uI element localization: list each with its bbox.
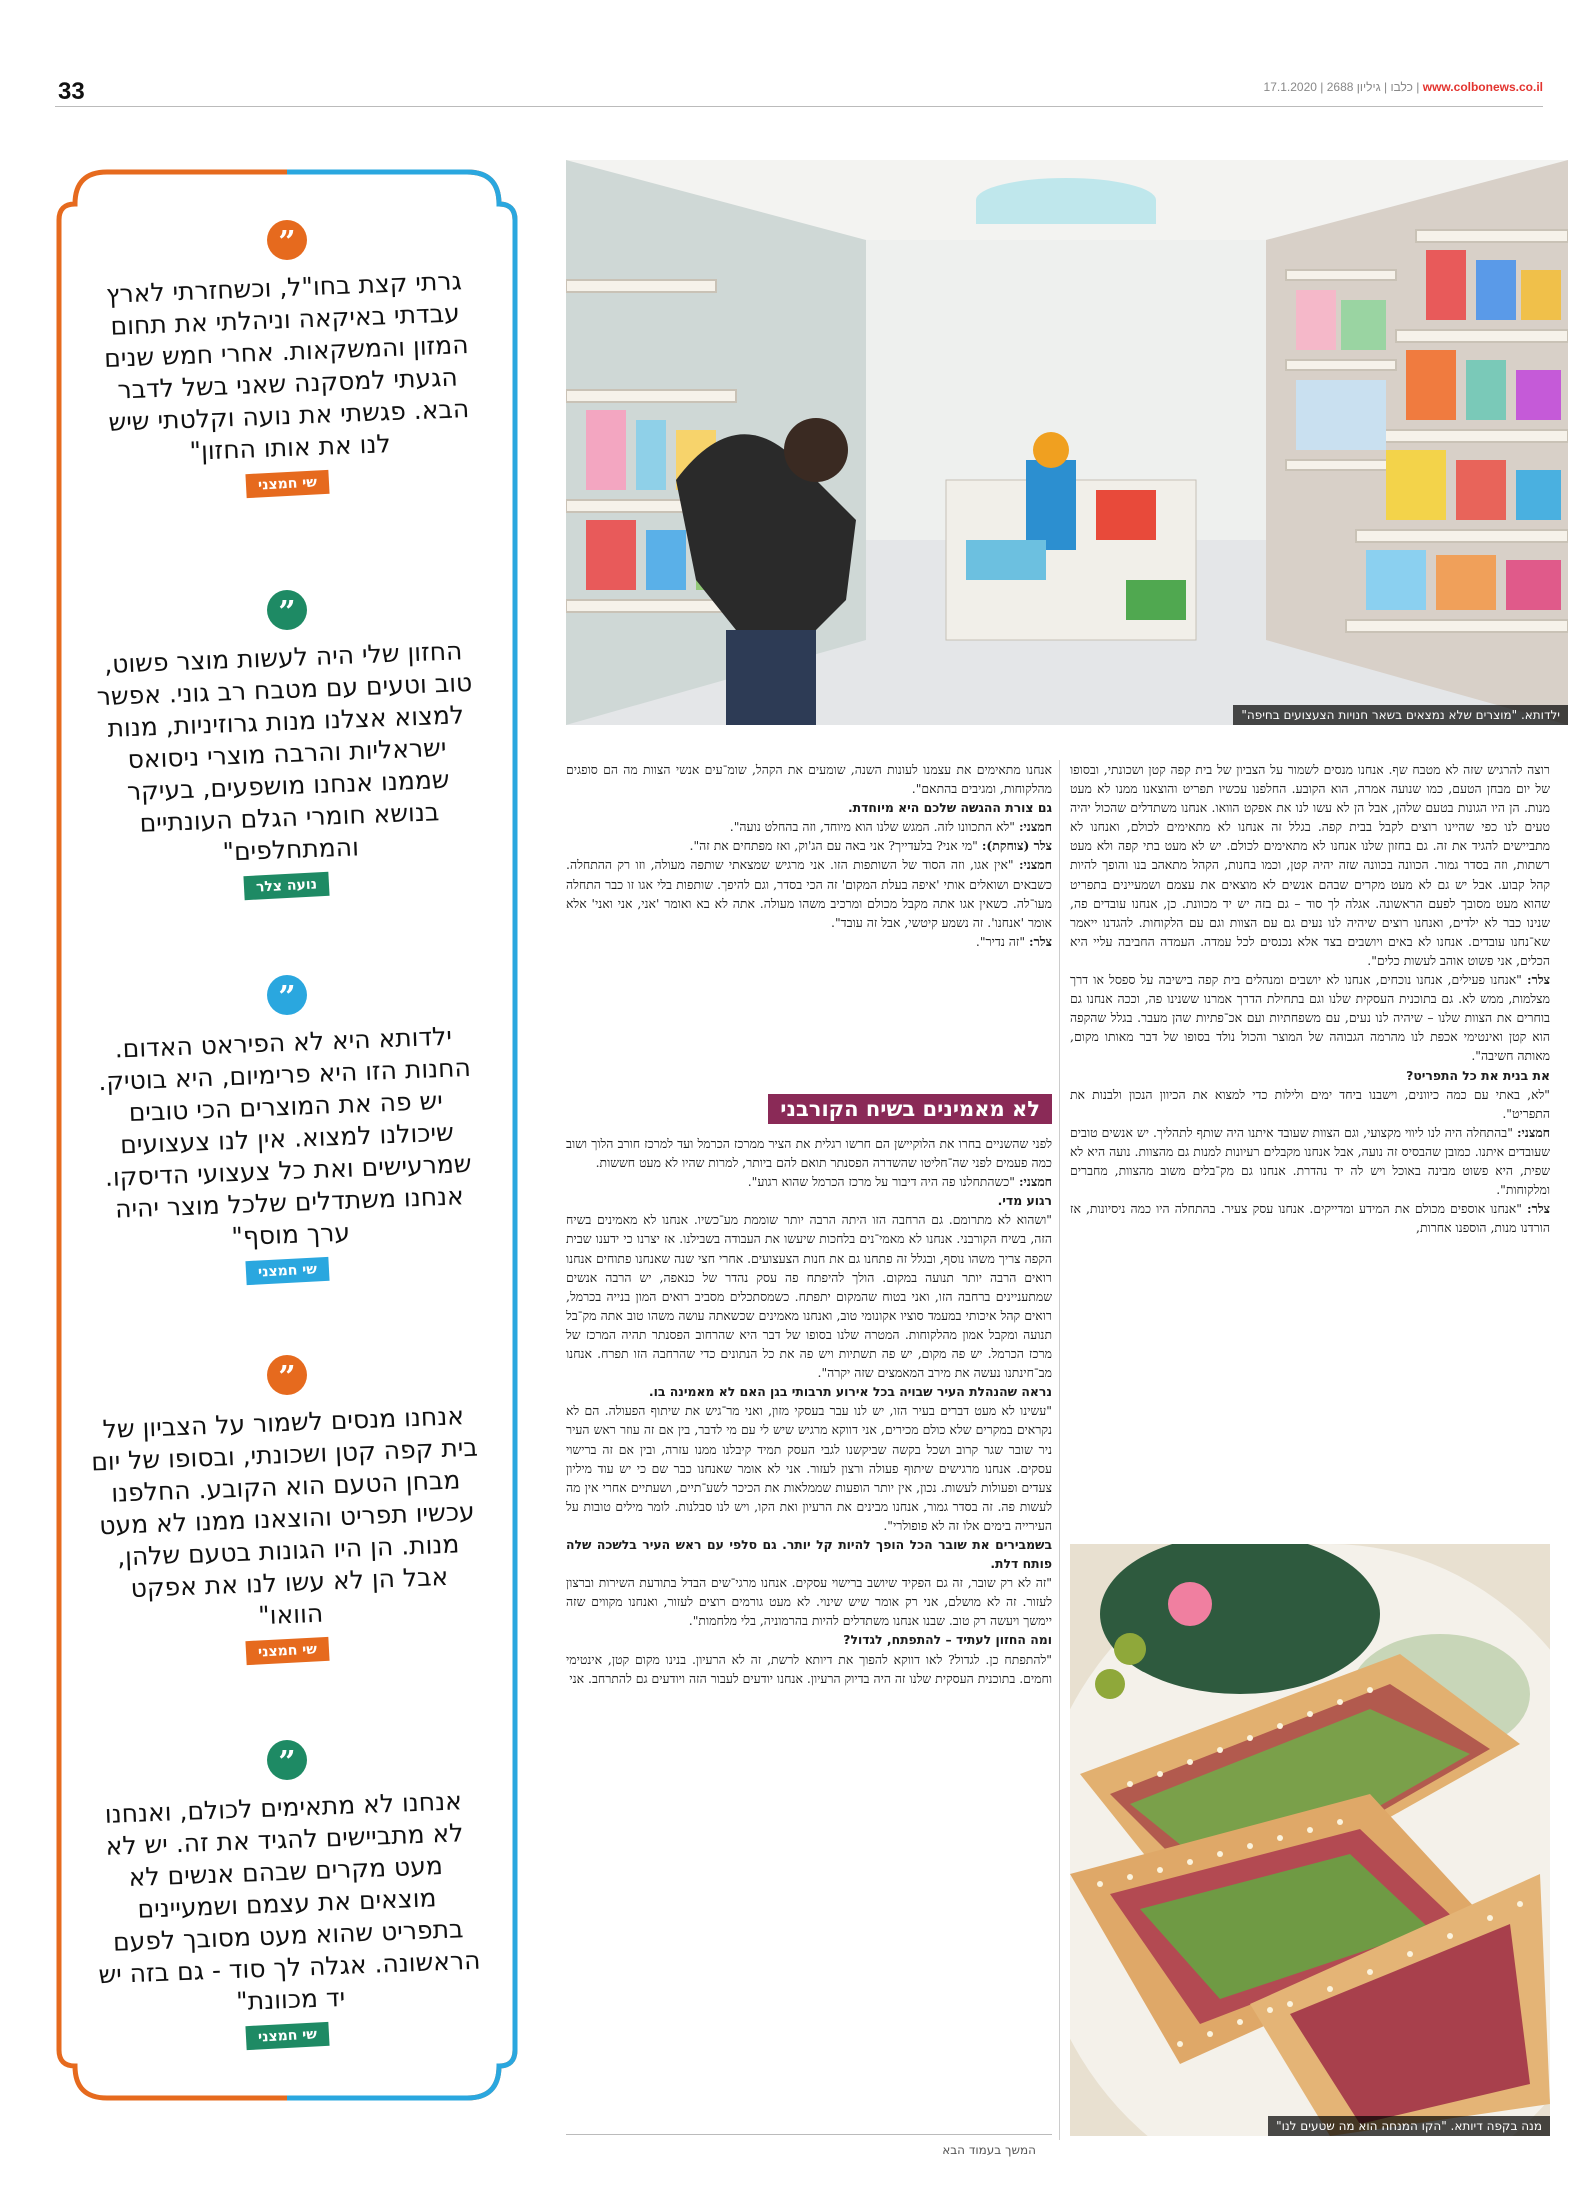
quote-speaker: נועה צלר	[244, 872, 330, 900]
paragraph-text: "אין אגו, וזה הסוד של השותפות הזו. אני מרגיש שמצאתי שותפה מעולה, וזו רק ההתחלה. כשבאים ושואלים אותי 'איפה בעלת המקום' זה הכי בסדר, וגם להיפך. שותפות בלי אגו זו כבר התחלה מעו־לה. כשאין אגו אתה מקבל מכולם ומרכיב משהו מעולה. אתה לא בא ואומר 'אני, אני ואני' אלא אומר 'אנחנו'. זה נשמע קיטשי, אבל זה עובד".	[566, 857, 1052, 930]
paragraph	[1070, 1199, 1550, 1237]
page-header	[0, 0, 1595, 110]
interview-question: ומה החזון לעתיד – להתפתח, לגדול?	[843, 1632, 1052, 1648]
speaker-label: חמצני:	[1516, 1124, 1550, 1140]
store-photo-caption: ילדותא. "מוצרים שלא נמצאים בשאר חנויות הצעצועים בחיפה"	[1233, 705, 1568, 725]
interview-question: את בנית את כל התפריט?	[1406, 1067, 1550, 1083]
article-column-middle-bottom	[566, 1134, 1052, 2122]
publication-name: כלבו	[1390, 80, 1413, 94]
column-divider	[1059, 760, 1060, 2140]
pull-quote-1	[87, 220, 487, 496]
interview-question: רגוע מדי.	[997, 1193, 1052, 1209]
page-number: 33	[58, 78, 85, 105]
food-photo	[1070, 1544, 1550, 2136]
paragraph	[566, 836, 1052, 855]
speaker-label: צלר:	[1527, 972, 1550, 988]
interview-question: בשמבירים את שובר הכל הופך להיות קל יותר. גם סלפי עם ראש העיר בלשכה שלה פותח דלת.	[566, 1536, 1052, 1572]
header-rule	[55, 106, 1543, 107]
quote-mark-icon: ”	[267, 975, 307, 1015]
article-column-middle-top	[566, 760, 1052, 1090]
quote-speaker: שי חמצני	[245, 2022, 329, 2050]
quote-speaker: שי חמצני	[245, 1637, 329, 1665]
toy-store-illustration	[566, 160, 1568, 725]
interview-question: גם צורת ההגשה שלכם היא מיוחדת.	[847, 800, 1052, 816]
continued-note: המשך בעמוד הבא	[942, 2143, 1036, 2157]
section-heading	[692, 1094, 1052, 1124]
speaker-label: צלר (צוחקת):	[981, 838, 1052, 854]
paragraph-text: "מי אני? בלעדייך? אני באה עם הג'וק, ואז מפתחים את זה".	[689, 838, 978, 854]
quote-text: אנחנו מנסים לשמור על הצביון של בית קפה קטן ושכונתי, ובסופו של יום מבחן הטעם הוא הקובע. החלפנו עכשיו תפריט והוצאנו ממנו לא מעט מנות. הן היו הגונות בטעם שלהן, אבל הן לא עשו לנו את אפקט הוואו"	[90, 1401, 479, 1631]
toy-store-photo	[566, 160, 1568, 725]
paragraph	[1070, 1123, 1550, 1199]
paragraph: "זה לא רק שובר, זה גם הפקיד שיושב ברישוי עסקים. אנחנו מרגי־שים הבדל בתודעת השירות וברצון לעזור. זה לא מושלם, אני רק אומר שיש שינוי. לא מעט גורמים רוצים לעזור, ואנחנו מקווים שזה יימשך ויעשה רק טוב. שבנו אנחנו משתדלים להיות בהרמוניה, בלי מלחמות".	[566, 1575, 1052, 1629]
quote-mark-icon: ”	[267, 590, 307, 630]
pull-quote-2	[87, 590, 487, 898]
masthead	[1264, 80, 1543, 94]
paragraph-text: "לא התכוונו לזה. המגש שלנו הוא מיוחד, וזה בהחלט נועה".	[729, 819, 1016, 835]
paragraph: "עשינו לא מעט דברים בעיר הזו, יש לנו עבר בעסקי מזון, ואני מר־גיש את שיתוף הפעולה. הם לא נקראים במקרים שלא כולם מכירים, אני דווקא מרגיש שיש לי עם מי לדבר, בין אם זה עוזר ראש העיר ניר שובר שגר קרוב ושכל בקשה שביקשנו לגבי העסק תמיד קיבלנו ממנו עזרה, ובין אם זה ברישוי עסקים. אנחנו מרגישים שיתוף פעולה ורצון לעזור. אני לא אומר שאנחנו כבר שם כי יש עוד מיליון צעדים ופעולות לעשות. נכון, אין יותר הופעות שממלאות את הכיכר לשע־תיים, ושעתיים אחרי אין מה לעשות פה. זה בסדר גמור, אנחנו מבינים את הרעיון ואת הקו, ויש לנו סבלנות. לומר מילים טובות על העירייה בימים אלו זה לא פופולרי".	[566, 1403, 1052, 1533]
paragraph: אנחנו מתאימים את עצמנו לעונות השנה, שומעים את הקהל, שומ־עים אנשי הצוות מה הם סופגים מהלקוחות, ומגיבים בהתאם".	[566, 762, 1052, 797]
paragraph: "לא, באתי עם כמה כיוונים, וישבנו ביחד ימים ולילות כדי למצוא את הכיוון הנכון ולבנות את התפריט".	[1070, 1086, 1550, 1121]
paragraph	[1070, 970, 1550, 1065]
quote-sidebar	[47, 160, 527, 2110]
paragraph: "ושהוא לא מתרומם. גם הרחבה הזו היתה הרבה יותר שוממת מע־כשיו. אנחנו לא מאמינים בשיח הזה, בשיח הקורבני. אנחנו לא מאמי־נים בלחכות שיעשו את העבודה בשבילנו. אז יצרנו כי ידענו שבית הקפה צריך משהו נוסף, ובגלל זה פתחנו גם את חנות הצעצועים. אחרי חצי שנה שאנחנו פתוחים אנחנו רואים הרבה יותר תנועה במקום. הולך להיפתח פה עסק נהדר של כנאפה, יש הרבה אנשים שמתעניינים ברחבה הזו, ואני בטוח שהמקום יתפתח. כשמסתכלים מסביב רואים המון בנייה בכרמל, רואים קהל איכותי במעמד סוציו אקונומי טוב, ואנחנו מאמינים שכשאתה עושה משהו טוב אתה מק־בל תנועה ומקבל אמון מהלקוחות. המטרה שלנו בסופו של דבר היא שהרחוב הפסנתר תהיה המרכז של מרכז הכרמל. יש פה מקום, יש פה תשתיות ויש פה את כל הנתונים כדי שהרחבה הזו תפרח. אנחנו מב־חינתנו נעשה את מירב המאמצים שזה יקרה".	[566, 1212, 1052, 1381]
site-link[interactable]: www.colbonews.co.il	[1422, 80, 1543, 94]
paragraph-text: "אנחנו אוספים מכולם את המידע ומדייקים. אנחנו עסק צעיר. בהתחלה היו כמה ניסיונות, אז הורדנו מנות, הוספנו אחרות,	[1070, 1201, 1550, 1236]
paragraph: "להתפתח כן. לגדול? לאו דווקא להפוך את דיותא לרשת, זה לא הרעיון. בנינו מקום קטן, אינטימי וחמים. בתוכנית העסקית שלנו זה היה בדיוק הרעיון. אנחנו יודעים לעבור הזה ויודעים גם להתרחב. אני	[566, 1651, 1052, 1686]
masthead-sep: |	[1316, 80, 1324, 94]
paragraph: רוצה להרגיש שזה לא מטבח שף. אנחנו מנסים לשמור על הצביון של בית קפה קטן ושכונתי, ובסופו של יום מבחן הטעם, כמו שנועה אמרה, הוא הקובע. החלפנו עכשיו תפריט והוצאנו ממנו לא מעט מנות. הן היו הגונות בטעם שלהן, אבל הן לא עשו לנו את אפקט הוואו. אנחנו משתדלים שהכול יהיה טעים לנו כפי שהיינו רוצים לקבל בבית קפה. בגלל זה אנחנו לא מתאימים לכולם, ואנחנו לא מתביישים להגיד את זה. גם בחזון שלנו אנחנו לא מתאימים לכולם. יש לא מעט בתי קפה ולא מעט רשתות, וזה בסדר גמור. הכוונה בכוונה שזה יהיה קטן, וכמו בחנות, הקהל מתאהב בנו והופך להיות קהל קבוע. אבל יש גם לא מעט מקרים שבהם אנשים לא מוצאים את עצמם ושמעיינים בתפריט שהוא מעט מסובך לפעם הראשונה. אגלה לך סוד – גם בזה יש יד מכוונת. כן, אנחנו עובדים פה, שנינו כבר לא ילדים, ואנחנו רוצים שיהיה לנו נעים גם עם הצוות וגם עם הלקוחות. להגדנו ייאמר שא־נחנו עובדים. אנחנו לא באים ויושבים בצד אלא נכנסים לכל עמדה. העמדה החביבה עליי היא הכלים, אני פשוט אוהב לעשות כלים".	[1070, 762, 1550, 968]
quote-mark-icon: ”	[267, 220, 307, 260]
sandwich-illustration	[1070, 1544, 1550, 2136]
paragraph: לפני שהשניים בחרו את הלוקיישן הם חרשו רגלית את הציר ממרכז הכרמל ועד למרכז חורב הלוך ושוב כמה פעמים לפני שה־חליטו שהשדרה הפסנתר תואם להם ביותר, למרות שהיו לא מעט חששות.	[566, 1136, 1052, 1171]
paragraph-text: "אנחנו פעילים, אנחנו נוכחים, אנחנו לא יושבים ומנהלים בית קפה בישיבה על ספסל או דרך מצלמות, ממש לא. גם בתוכנית העסקית שלנו וגם בתחילת הדרך אמרנו ששנינו פה, וככה אנחנו גם בוחרים את הצוות שלנו – שיהיה לנו נעים, עם משפחתיות ועם אכ־פתיות שהן מעבר. בגלל שהקפה הוא קטן ואינטימי אכפת לנו מהרמה הגבוהה של המוצר והכול נולד בסופו של דבר מאותו מקום, מאותה חשיבה".	[1070, 972, 1550, 1064]
paragraph	[566, 1172, 1052, 1191]
paragraph-text: "בהתחלה היה לנו ליווי מקצועי, וגם הצוות שעובד איתנו היה שותף לתהליך. יש אנשים טובים שעובדים איתנו. כמובן שהבסיס זה נועה, אבל אנחנו מקבלים רעיונות למנות גם מהצוות. נועה היא לא שפית, היא פשוט מבינה באוכל ויש לה יד נהדרת. אנחנו גם מק־בלים משוב מהצוות, מחברים ומלקוחות".	[1070, 1124, 1550, 1198]
masthead-sep: |	[1380, 80, 1388, 94]
paragraph-text: "זה נדיר".	[975, 933, 1026, 949]
speaker-label: צלר:	[1527, 1201, 1550, 1217]
paragraph	[566, 855, 1052, 931]
quote-speaker: שי חמצני	[245, 470, 329, 498]
section-title: לא מאמינים בשיח הקורבני	[768, 1094, 1052, 1124]
quote-mark-icon: ”	[267, 1355, 307, 1395]
paragraph-text: "כשהתחלנו פה היה דיבור על מרכז הכרמל שהוא רגוע".	[747, 1174, 1016, 1190]
pull-quote-5	[87, 1740, 487, 2048]
pull-quote-4	[87, 1355, 487, 1663]
quote-text: החזון שלי היה לעשות מוצר פשוט, טוב וטעים עם מטבח רב גוני. אפשר למצוא אצלנו מנות גרוזיניות, מנות ישראליות והרבה מוצרי ניסואס שממנו אנחנו מושפעים, בעיקר בנושא חומרי הגלם העונתיים והמתחלפים"	[96, 636, 473, 867]
speaker-label: חמצני:	[1018, 819, 1052, 835]
article-column-right	[1070, 760, 1550, 1530]
food-photo-caption: מנה בקפה דיותא. "הקו המנחה הוא מה שטעים לנו"	[1268, 2116, 1550, 2136]
pull-quote-3	[87, 975, 487, 1283]
speaker-label: חמצני:	[1018, 857, 1052, 873]
masthead-sep: |	[1412, 80, 1420, 94]
quote-mark-icon: ”	[267, 1740, 307, 1780]
paragraph	[566, 817, 1052, 836]
speaker-label: חמצני:	[1018, 1174, 1052, 1190]
quote-text: גרתי קצת בחו"ל, וכשחזרתי לארץ עבדתי באיקאה וניהלתי את תחום המזון והמשקאות. אחרי חמש שנים הגעתי למסקנה שאני בשל לדבר הבא. פגשתי את נועה וקלטתי שיש לנו את אותו החזון"	[103, 266, 470, 466]
paragraph	[566, 932, 1052, 951]
issue-number: גיליון 2688	[1326, 80, 1381, 94]
speaker-label: צלר:	[1029, 933, 1052, 949]
issue-date: 17.1.2020	[1263, 80, 1317, 94]
quote-text: ילדותא היא לא הפיראט האדום. החנות הזו היא פרימיום, היא בוטיק. יש פה את המוצרים הכי טובים שיכולנו למצוא. אין לנו צעצועים שמרעישים ואת כל צעצועי הדיסקו. אנחנו משתדלים שלכל מוצר יהיה ערך מוסף"	[97, 1021, 473, 1252]
quote-text: אנחנו לא מתאימים לכולם, ואנחנו לא מתביישים להגיד את זה. יש לא מעט מקרים שבהם אנשים לא מוצאים את עצמם ושמעיינים בתפריט שהוא מעט מסובך לפעם הראשונה. אגלה לך סוד - גם בזה יש יד מכוונת"	[97, 1786, 481, 2017]
bottom-rule	[566, 2134, 1052, 2135]
interview-question: נראה שהנהלת העיר שבויה בכל אירוע תרבותי בגן האם לא מאמינה בו.	[648, 1384, 1052, 1400]
quote-speaker: שי חמצני	[245, 1257, 329, 1285]
